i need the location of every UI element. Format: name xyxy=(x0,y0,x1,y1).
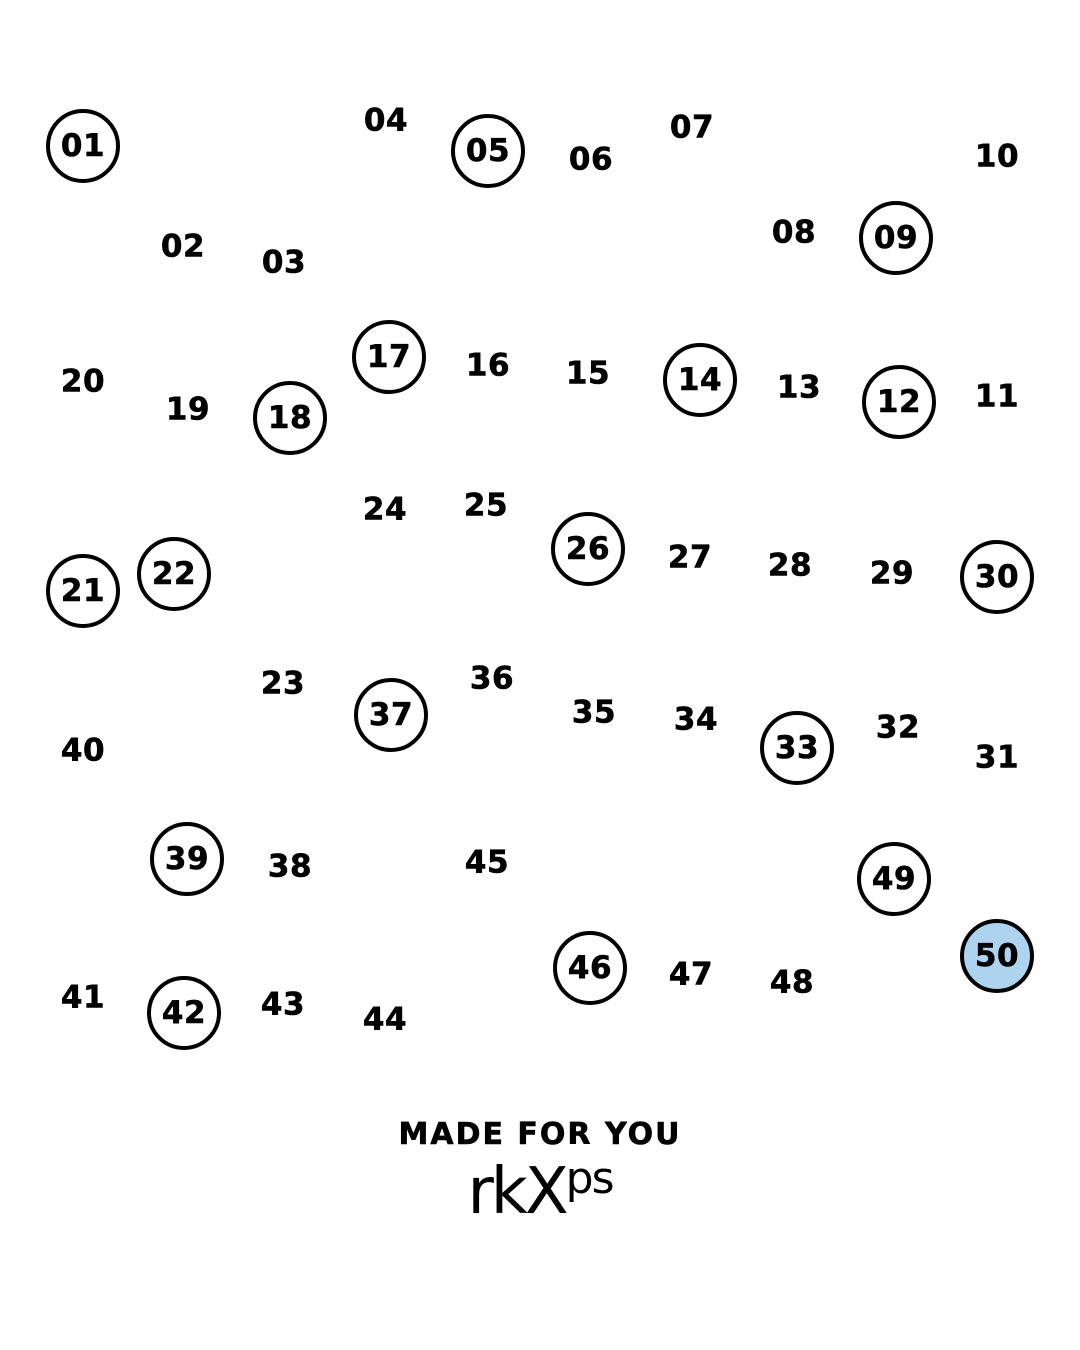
brand-logo-part-ps: ps xyxy=(565,1153,613,1204)
number: 34 xyxy=(673,701,719,738)
number: 27 xyxy=(667,539,713,576)
number: 32 xyxy=(875,709,921,746)
circled-number: 18 xyxy=(253,381,327,455)
number: 47 xyxy=(668,956,714,993)
number: 45 xyxy=(464,844,510,881)
number: 31 xyxy=(974,739,1020,776)
number: 08 xyxy=(771,214,817,251)
circled-number: 26 xyxy=(551,512,625,586)
number: 10 xyxy=(974,138,1020,175)
number: 24 xyxy=(362,491,408,528)
number: 04 xyxy=(363,102,409,139)
number: 07 xyxy=(669,109,715,146)
circled-number: 01 xyxy=(46,109,120,183)
number: 25 xyxy=(463,487,509,524)
number: 43 xyxy=(260,986,306,1023)
number: 41 xyxy=(60,979,106,1016)
number: 35 xyxy=(571,694,617,731)
number: 03 xyxy=(261,244,307,281)
number: 06 xyxy=(568,141,614,178)
number: 19 xyxy=(165,391,211,428)
circled-number: 30 xyxy=(960,540,1034,614)
circled-number: 39 xyxy=(150,822,224,896)
circled-number: 22 xyxy=(137,537,211,611)
number: 13 xyxy=(776,369,822,406)
number: 48 xyxy=(769,964,815,1001)
circled-number: 17 xyxy=(352,320,426,394)
circled-number: 33 xyxy=(760,711,834,785)
circled-number: 46 xyxy=(553,931,627,1005)
tagline: MADE FOR YOU xyxy=(398,1117,682,1152)
number: 02 xyxy=(160,228,206,265)
circled-number: 09 xyxy=(859,201,933,275)
circled-number: 49 xyxy=(857,842,931,916)
number: 38 xyxy=(267,848,313,885)
circled-number: 05 xyxy=(451,114,525,188)
number: 23 xyxy=(260,665,306,702)
number: 29 xyxy=(869,555,915,592)
number: 20 xyxy=(60,363,106,400)
brand-logo-part-rk: rk xyxy=(467,1155,525,1229)
circled-number: 12 xyxy=(862,365,936,439)
brand-logo-part-x: X xyxy=(524,1155,566,1229)
number: 16 xyxy=(465,347,511,384)
circled-number: 37 xyxy=(354,678,428,752)
number: 40 xyxy=(60,732,106,769)
number: 36 xyxy=(469,660,515,697)
circled-number: 50 xyxy=(960,919,1034,993)
circled-number: 14 xyxy=(663,343,737,417)
number: 44 xyxy=(362,1001,408,1038)
circled-number: 21 xyxy=(46,554,120,628)
number: 28 xyxy=(767,547,813,584)
circled-number: 42 xyxy=(147,976,221,1050)
brand-logo xyxy=(0,1153,1080,1229)
number: 15 xyxy=(565,355,611,392)
number: 11 xyxy=(974,378,1020,415)
